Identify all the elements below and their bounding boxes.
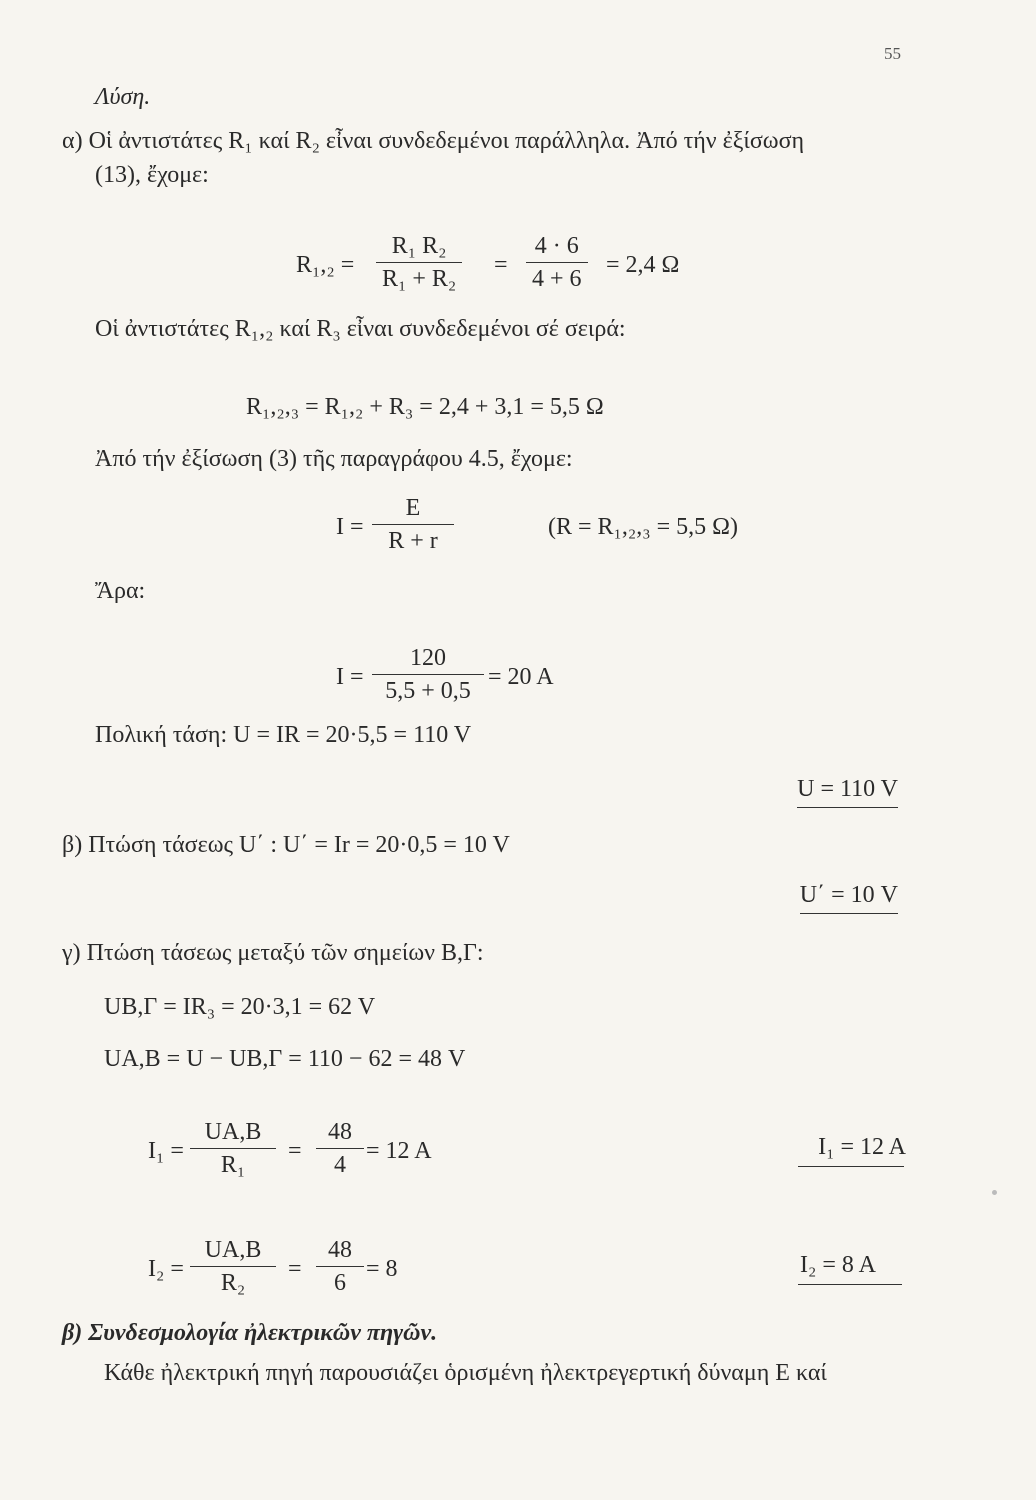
eq-r12-result: = 2,4 Ω bbox=[606, 252, 680, 278]
eq-i-note: (R = R₁,₂,₃ = 5,5 Ω) bbox=[548, 514, 739, 540]
speck-mark bbox=[992, 1190, 997, 1195]
part-a-intro-line2: (13), ἔχομε: bbox=[95, 162, 209, 188]
fraction-denominator: 4 + 6 bbox=[532, 266, 582, 292]
eq-ival-lhs: I = bbox=[336, 664, 364, 690]
fraction-numerator: 48 bbox=[328, 1237, 352, 1263]
eq-ival-result: = 20 A bbox=[488, 664, 554, 690]
eq-i2-lhs: I₂ = bbox=[148, 1256, 184, 1282]
answer-i1-underline bbox=[798, 1166, 904, 1167]
eq-i1-equals: = bbox=[288, 1138, 302, 1164]
fraction-denominator: R₁ + R₂ bbox=[382, 266, 457, 292]
eq-r12-equals: = bbox=[494, 252, 508, 278]
part-b-drop-text: β) Πτώση τάσεως U΄ : U΄ = Ir = 20·0,5 = 10 V bbox=[62, 832, 510, 858]
equation-ubg: UΒ,Γ = IR₃ = 20·3,1 = 62 V bbox=[104, 994, 376, 1020]
fraction-numerator: R₁ R₂ bbox=[391, 233, 447, 259]
fraction-denominator: R + r bbox=[388, 528, 438, 554]
fraction-denominator: R₂ bbox=[220, 1270, 246, 1296]
eq-i1-result: = 12 A bbox=[366, 1138, 432, 1164]
fraction-numerator: UΑ,Β bbox=[204, 1119, 262, 1145]
equation-uab: UΑ,Β = U − UΒ,Γ = 110 − 62 = 48 V bbox=[104, 1046, 466, 1072]
ara-label: Ἄρα: bbox=[95, 578, 146, 604]
eq-i2-equals: = bbox=[288, 1256, 302, 1282]
polar-voltage-text: Πολική τάση: U = IR = 20·5,5 = 110 V bbox=[95, 722, 472, 748]
series-text: Οἱ ἀντιστάτες R₁,₂ καί R₃ εἶναι συνδεδεμένοι σέ σειρά: bbox=[95, 316, 626, 342]
part-a-intro-line1: α) Οἱ ἀντιστάτες R₁ καί R₂ εἶναι συνδεδεμένοι παράλληλα. Ἀπό τήν ἐξίσωση bbox=[62, 128, 805, 154]
fraction-denominator: R₁ bbox=[220, 1152, 246, 1178]
answer-u: U = 110 V bbox=[797, 776, 898, 808]
section-b-heading: β) Συνδεσμολογία ἠλεκτρικῶν πηγῶν. bbox=[62, 1320, 438, 1346]
eq-r12-fraction-1 bbox=[376, 234, 462, 291]
last-paragraph: Κάθε ἠλεκτρική πηγή παρουσιάζει ὁρισμένη ἠλεκτρεγερτική δύναμη E καί bbox=[104, 1360, 827, 1386]
equation-r123: R₁,₂,₃ = R₁,₂ + R₃ = 2,4 + 3,1 = 5,5 Ω bbox=[246, 394, 604, 420]
fraction-numerator: 48 bbox=[328, 1119, 352, 1145]
from-equation-text: Ἀπό τήν ἐξίσωση (3) τῆς παραγράφου 4.5, ἔχομε: bbox=[95, 446, 573, 472]
part-c-intro: γ) Πτώση τάσεως μεταξύ τῶν σημείων Β,Γ: bbox=[62, 940, 484, 966]
eq-i2-fraction-2 bbox=[316, 1238, 364, 1295]
eq-i2-result: = 8 bbox=[366, 1256, 398, 1282]
solution-heading: Λύση. bbox=[95, 84, 151, 110]
fraction-denominator: 6 bbox=[334, 1270, 346, 1296]
fraction-denominator: 4 bbox=[334, 1152, 346, 1178]
answer-i1: I₁ = 12 A bbox=[818, 1134, 906, 1160]
eq-i-fraction bbox=[372, 496, 454, 553]
eq-ival-fraction bbox=[372, 646, 484, 703]
fraction-numerator: 4 · 6 bbox=[534, 233, 579, 259]
eq-r12-fraction-2 bbox=[526, 234, 588, 291]
eq-i1-fraction-2 bbox=[316, 1120, 364, 1177]
fraction-denominator: 5,5 + 0,5 bbox=[385, 678, 471, 704]
answer-u-prime: U΄ = 10 V bbox=[800, 882, 898, 914]
eq-i2-fraction-1 bbox=[190, 1238, 276, 1295]
eq-i1-lhs: I₁ = bbox=[148, 1138, 184, 1164]
answer-i2-underline bbox=[798, 1284, 902, 1285]
answer-i2: I₂ = 8 A bbox=[800, 1252, 876, 1278]
eq-i1-fraction-1 bbox=[190, 1120, 276, 1177]
eq-i-lhs: I = bbox=[336, 514, 364, 540]
eq-r12-lhs: R₁,₂ = bbox=[296, 252, 355, 278]
page-number: 55 bbox=[884, 44, 901, 63]
fraction-numerator: 120 bbox=[410, 645, 446, 671]
fraction-numerator: E bbox=[405, 495, 421, 521]
fraction-numerator: UΑ,Β bbox=[204, 1237, 262, 1263]
